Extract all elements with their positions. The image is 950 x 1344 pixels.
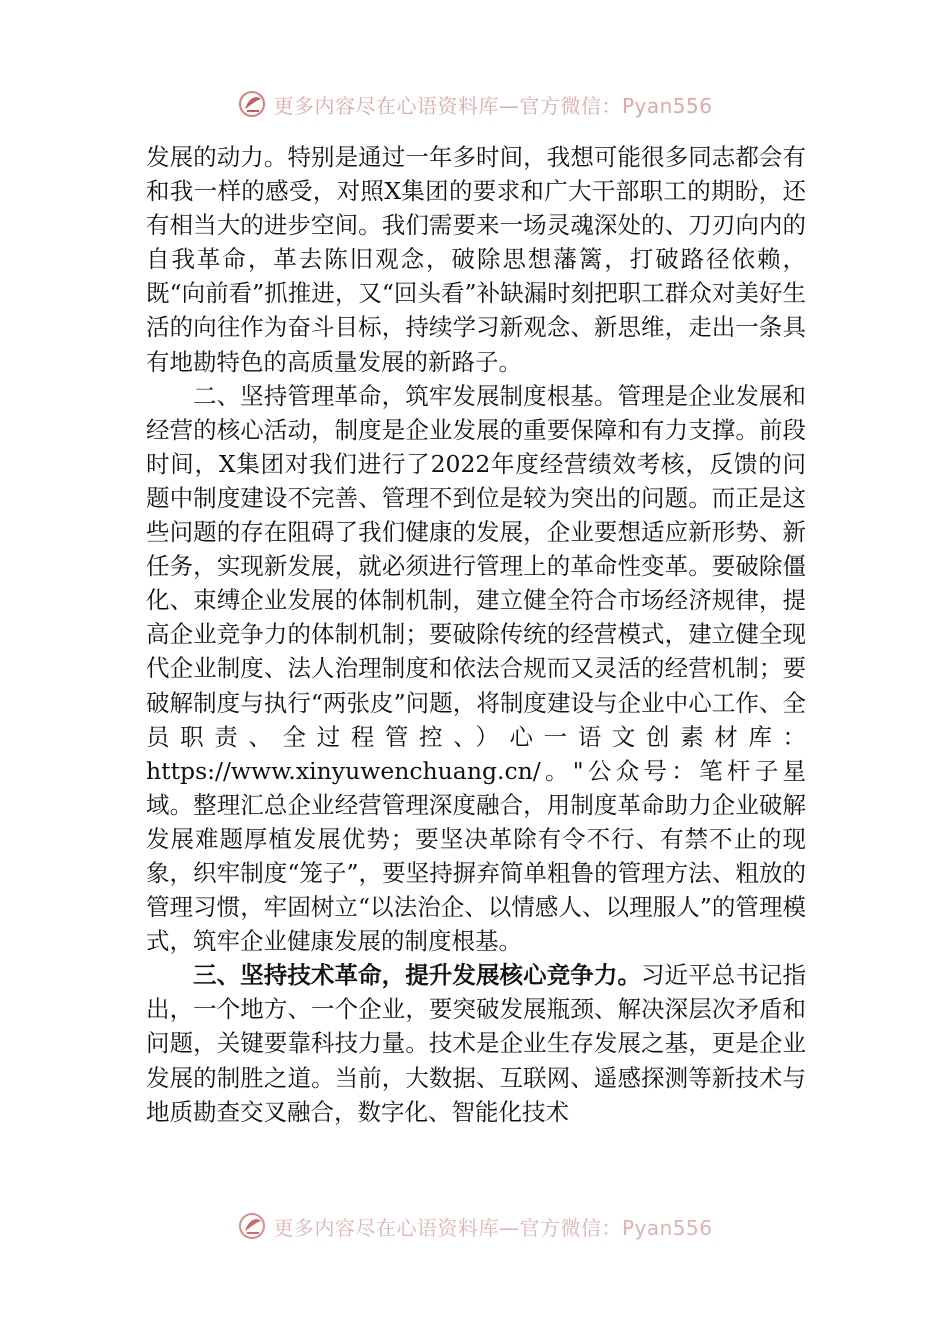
watermark-footer [0,1206,950,1246]
paragraph-3-body: 习近平总书记指出，一个地方、一个企业，要突破发展瓶颈、解决深层次矛盾和问题，关键要靠科技力量。技术是企业生存发展之基，更是企业发展的制胜之道。当前，大数据、互联网、遥感探测等新技术与地质勘查交叉融合，数字化、智能化技术 [146,961,807,1126]
watermark-header [0,84,950,124]
paragraph-3 [146,958,806,1128]
watermark-text: 更多内容尽在心语资料库—官方微信：Pyan556 [273,1215,713,1240]
brand-logo-icon [237,1211,267,1241]
paragraph-1: 发展的动力。特别是通过一年多时间，我想可能很多同志都会有和我一样的感受，对照X集团的要求和广大干部职工的期盼，还有相当大的进步空间。我们需要来一场灵魂深处的、刀刃向内的自我革命，革去陈旧观念，破除思想藩篱，打破路径依赖，既“向前看”抓推进，又“回头看”补缺漏时刻把职工群众对美好生活的向往作为奋斗目标，持续学习新观念、新思维，走出一条具有地勘特色的高质量发展的新路子。 [146,143,806,376]
document-body [146,140,806,1129]
brand-logo-icon [237,89,267,119]
paragraph-2: 二、坚持管理革命，筑牢发展制度根基。管理是企业发展和经营的核心活动，制度是企业发展的重要保障和有力支撑。前段时间，X集团对我们进行了2022年度经营绩效考核，反馈的问题中制度建设不完善、管理不到位是较为突出的问题。而正是这些问题的存在阻碍了我们健康的发展，企业要想适应新形势、新任务，实现新发展，就必须进行管理上的革命性变革。要破除僵化、束缚企业发展的体制机制，建立健全符合市场经济规律，提高企业竞争力的体制机制；要破除传统的经营模式，建立健全现代企业制度、法人治理制度和依法合规而又灵活的经营机制；要破解制度与执行“两张皮”问题，将制度建设与企业中心工作、全员职责、全过程管控、）心一语文创素材库：https://www.xinyuwenchuang.cn/。"公众号：笔杆子星域。整理汇总企业经营管理深度融合，用制度革命助力企业破解发展难题厚植发展优势；要坚决革除有令不行、有禁不止的现象，织牢制度“笼子”，要坚持摒弃简单粗鲁的管理方法、粗放的管理习惯，牢固树立“以法治企、以情感人、以理服人”的管理模式，筑牢企业健康发展的制度根基。 [146,381,806,956]
section-heading: 三、坚持技术革命，提升发展核心竞争力。 [193,961,642,990]
watermark-text: 更多内容尽在心语资料库—官方微信：Pyan556 [273,93,713,118]
